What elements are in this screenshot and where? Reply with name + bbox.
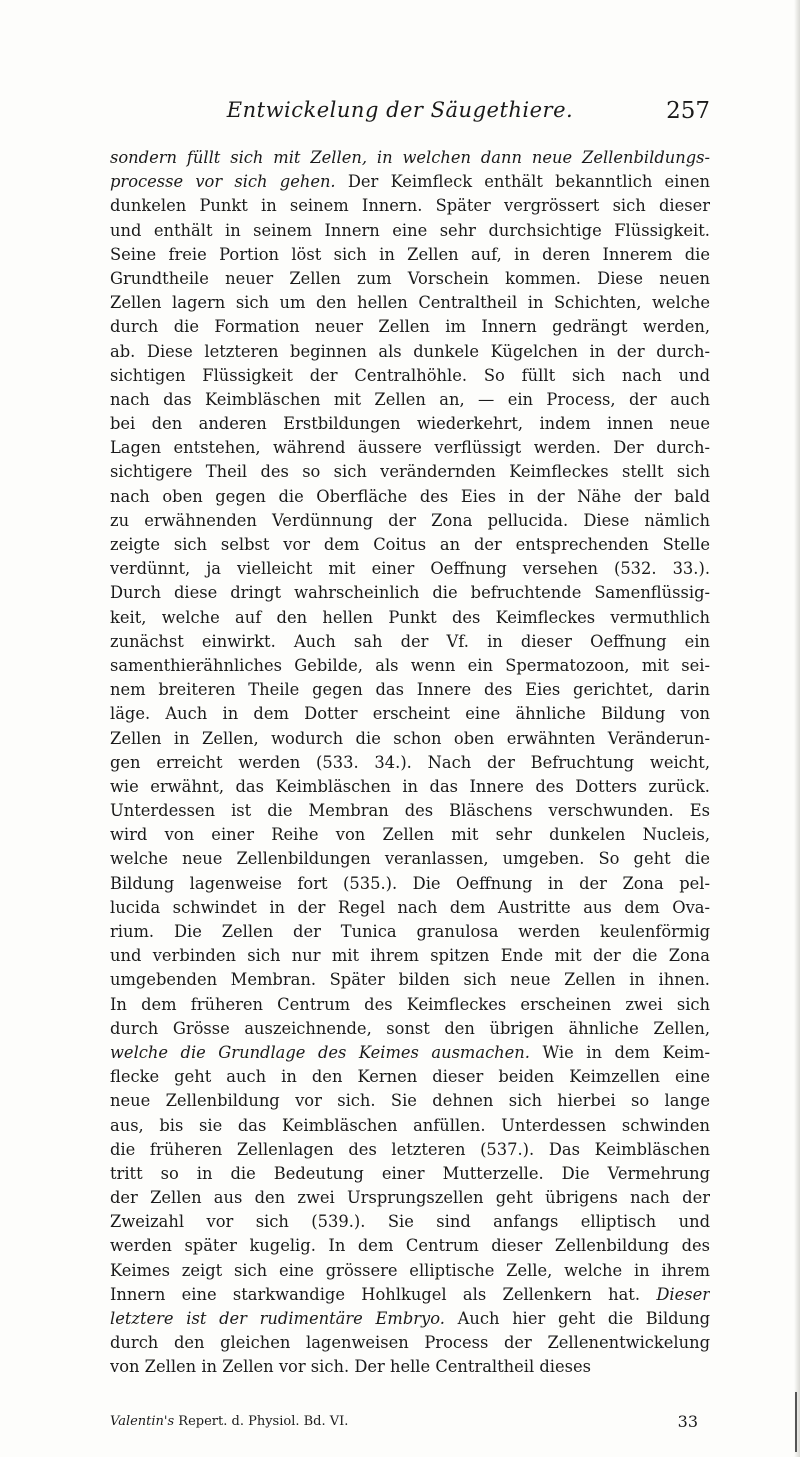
text-line xyxy=(110,1307,710,1331)
text-run: Auch hier geht die Bildung xyxy=(444,1309,710,1328)
text-line xyxy=(110,1041,710,1065)
text-line xyxy=(110,170,710,194)
text-line xyxy=(110,460,710,484)
text-run: die früheren Zellenlagen des letzteren (537.). Das Keimbläschen xyxy=(110,1139,710,1159)
text-run: durch den gleichen lagenweisen Process der Zellenentwickelung xyxy=(110,1333,710,1353)
text-run: welche neue Zellenbildungen veranlassen, umgeben. So geht die xyxy=(110,849,710,869)
text-run: sichtigen Flüssigkeit der Centralhöhle. So füllt sich nach und xyxy=(110,365,710,385)
text-run: wie erwähnt, das Keimbläschen in das Innere des Dotters zurück. xyxy=(110,776,710,796)
text-run: Durch diese dringt wahrscheinlich die befruchtende Samenflüssig- xyxy=(110,583,710,603)
text-run: nach das Keimbläschen mit Zellen an, — ein Process, der auch xyxy=(110,389,710,409)
text-line xyxy=(110,993,710,1017)
text-line xyxy=(110,702,710,726)
text-line xyxy=(110,847,710,871)
text-line xyxy=(110,1331,710,1355)
text-line xyxy=(110,727,710,751)
signature-author: Valentin's xyxy=(110,1414,175,1429)
text-line xyxy=(110,340,710,364)
italic-run: welche die Grundlage des Keimes ausmachen. xyxy=(110,1042,530,1062)
text-line xyxy=(110,1065,710,1089)
text-line xyxy=(110,1017,710,1041)
running-title: Entwickelung der Säugethiere. xyxy=(226,98,574,122)
text-run: Innern eine starkwandige Hohlkugel als Zellenkern hat. xyxy=(110,1284,640,1304)
text-run: und enthält in seinem Innern eine sehr durchsichtige Flüssigkeit. xyxy=(110,220,710,240)
text-run: sichtigere Theil des so sich verändernden Keimfleckes stellt sich xyxy=(110,462,710,482)
text-line xyxy=(110,775,710,799)
sheet-number: 33 xyxy=(677,1412,698,1431)
text-line xyxy=(110,267,710,291)
text-run: Zellen in Zellen, wodurch die schon oben erwähnten Veränderun- xyxy=(110,728,710,748)
text-run: ab. Diese letzteren beginnen als dunkele Kügelchen in der durch- xyxy=(110,341,710,361)
text-run: von Zellen in Zellen vor sich. Der helle Centraltheil dieses xyxy=(110,1357,591,1377)
text-line xyxy=(110,194,710,218)
text-line xyxy=(110,799,710,823)
text-line xyxy=(110,1114,710,1138)
text-run: durch Grösse auszeichnende, sonst den übrigen ähnliche Zellen, xyxy=(110,1018,710,1038)
text-run: keit, welche auf den hellen Punkt des Keimfleckes vermuthlich xyxy=(110,607,710,627)
text-run: zunächst einwirkt. Auch sah der Vf. in dieser Oeffnung ein xyxy=(110,631,710,651)
text-run: und verbinden sich nur mit ihrem spitzen Ende mit der die Zona xyxy=(110,946,710,966)
text-line xyxy=(110,630,710,654)
text-line xyxy=(110,388,710,412)
text-run: bei den anderen Erstbildungen wiederkehrt, indem innen neue xyxy=(110,414,710,434)
text-run: Zellen lagern sich um den hellen Centraltheil in Schichten, welche xyxy=(110,293,710,313)
text-line xyxy=(110,1283,710,1307)
text-run: verdünnt, ja vielleicht mit einer Oeffnung versehen (532. 33.). xyxy=(110,559,710,579)
text-line xyxy=(110,1186,710,1210)
text-line xyxy=(110,219,710,243)
page-number: 257 xyxy=(666,98,710,124)
text-run: umgebenden Membran. Später bilden sich neue Zellen in ihnen. xyxy=(110,970,710,990)
text-line xyxy=(110,1138,710,1162)
text-run: Unterdessen ist die Membran des Bläschens verschwunden. Es xyxy=(110,801,710,821)
text-run: Grundtheile neuer Zellen zum Vorschein kommen. Diese neuen xyxy=(110,268,710,288)
text-run: In dem früheren Centrum des Keimfleckes erscheinen zwei sich xyxy=(110,994,710,1014)
text-line xyxy=(110,896,710,920)
running-head xyxy=(90,98,710,128)
page-edge-shadow xyxy=(794,0,800,1457)
text-run: lucida schwindet in der Regel nach dem Austritte aus dem Ova- xyxy=(110,897,710,917)
text-run: der Zellen aus den zwei Ursprungszellen geht übrigens nach der xyxy=(110,1188,710,1208)
text-line xyxy=(110,1355,710,1379)
text-run: flecke geht auch in den Kernen dieser beiden Keimzellen eine xyxy=(110,1067,710,1087)
text-line xyxy=(110,606,710,630)
text-line xyxy=(110,581,710,605)
signature-publication: Repert. d. Physiol. Bd. VI. xyxy=(174,1414,349,1429)
margin-mark xyxy=(795,1392,797,1452)
text-line xyxy=(110,533,710,557)
text-line xyxy=(110,1259,710,1283)
text-run: Seine freie Portion löst sich in Zellen auf, in deren Innerem die xyxy=(110,244,710,264)
text-run: läge. Auch in dem Dotter erscheint eine ähnliche Bildung von xyxy=(110,704,710,724)
text-line xyxy=(110,678,710,702)
text-line xyxy=(110,436,710,460)
text-line xyxy=(110,315,710,339)
italic-run: Dieser xyxy=(640,1284,710,1304)
text-run: samenthierähnliches Gebilde, als wenn ein Spermatozoon, mit sei- xyxy=(110,655,710,675)
text-run: Keimes zeigt sich eine grössere elliptische Zelle, welche in ihrem xyxy=(110,1260,710,1280)
text-run: Bildung lagenweise fort (535.). Die Oeffnung in der Zona pel- xyxy=(110,873,710,893)
text-run: zu erwähnenden Verdünnung der Zona pellucida. Diese nämlich xyxy=(110,510,710,530)
page-footer xyxy=(110,1412,710,1436)
text-line xyxy=(110,509,710,533)
signature-label xyxy=(110,1414,348,1429)
text-line xyxy=(110,146,710,170)
text-run: nem breiteren Theile gegen das Innere des Eies gerichtet, darin xyxy=(110,680,710,700)
text-line xyxy=(110,1234,710,1258)
text-run: zeigte sich selbst vor dem Coitus an der entsprechenden Stelle xyxy=(110,535,710,554)
text-run: nach oben gegen die Oberfläche des Eies in der Nähe der bald xyxy=(110,486,710,506)
text-run: Der Keimfleck enthält bekanntlich einen xyxy=(335,172,710,192)
italic-run: sondern füllt sich mit Zellen, in welchen dann neue Zellenbildungs- xyxy=(110,148,710,167)
text-run: Lagen entstehen, während äussere verflüssigt werden. Der durch- xyxy=(110,438,710,458)
text-line xyxy=(110,1089,710,1113)
text-run: durch die Formation neuer Zellen im Innern gedrängt werden, xyxy=(110,317,710,337)
text-run: dunkelen Punkt in seinem Innern. Später vergrössert sich dieser xyxy=(110,196,710,216)
text-run: Wie in dem Keim- xyxy=(529,1042,710,1062)
text-run: gen erreicht werden (533. 34.). Nach der Befruchtung weicht, xyxy=(110,752,710,772)
text-line xyxy=(110,751,710,775)
text-run: tritt so in die Bedeutung einer Mutterzelle. Die Vermehrung xyxy=(110,1163,710,1183)
text-line xyxy=(110,872,710,896)
text-run: wird von einer Reihe von Zellen mit sehr dunkelen Nucleis, xyxy=(110,825,710,845)
text-line xyxy=(110,920,710,944)
text-run: rium. Die Zellen der Tunica granulosa werden keulenförmig xyxy=(110,922,710,941)
text-line xyxy=(110,654,710,678)
text-line xyxy=(110,412,710,436)
italic-run: letztere ist der rudimentäre Embryo. xyxy=(110,1309,445,1328)
italic-run: processe vor sich gehen. xyxy=(110,172,336,192)
text-line xyxy=(110,485,710,509)
text-run: aus, bis sie das Keimbläschen anfüllen. Unterdessen schwinden xyxy=(110,1115,710,1135)
text-line xyxy=(110,823,710,847)
text-line xyxy=(110,968,710,992)
text-line xyxy=(110,557,710,581)
text-run: werden später kugelig. In dem Centrum dieser Zellenbildung des xyxy=(110,1236,710,1256)
text-line xyxy=(110,291,710,315)
body-text xyxy=(110,146,710,1380)
text-line xyxy=(110,1210,710,1234)
text-run: neue Zellenbildung vor sich. Sie dehnen sich hierbei so lange xyxy=(110,1091,710,1111)
text-line xyxy=(110,364,710,388)
text-line xyxy=(110,1162,710,1186)
text-line xyxy=(110,944,710,968)
text-line xyxy=(110,243,710,267)
text-run: Zweizahl vor sich (539.). Sie sind anfangs elliptisch und xyxy=(110,1212,710,1232)
